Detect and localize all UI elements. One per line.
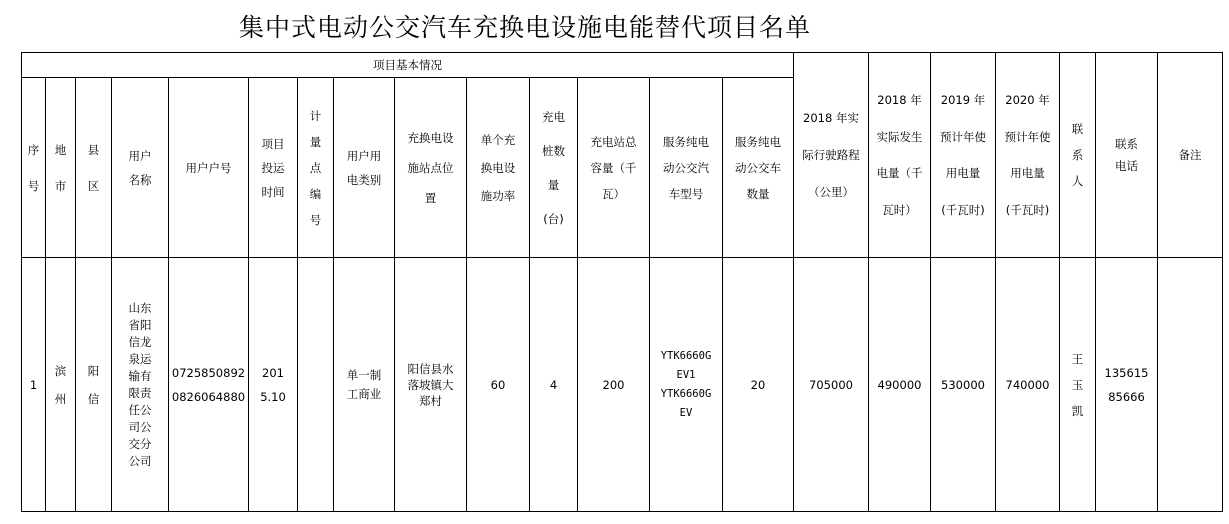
header-seq: 序号	[22, 78, 46, 258]
account-no-1: 0725850892	[171, 365, 246, 380]
header-remarks: 备注	[1158, 53, 1223, 258]
header-contact: 联系人	[1060, 53, 1096, 258]
cell-station-location: 阳信县水落坡镇大郑村	[395, 258, 467, 512]
cell-user-category: 单一制工商业	[334, 258, 395, 512]
header-unit-power: 单个充换电设施功率	[467, 78, 530, 258]
cell-contact: 王玉凯	[1060, 258, 1096, 512]
header-metering-no: 计量点编号	[298, 78, 334, 258]
header-account-no: 用户户号	[169, 78, 249, 258]
cell-metering-no	[298, 258, 334, 512]
header-commission-time: 项目投运时间	[249, 78, 298, 258]
header-user-name: 用户名称	[112, 78, 169, 258]
header-est-2019: 2019 年预计年使用电量(千瓦时)	[931, 53, 996, 258]
cell-unit-power: 60	[467, 258, 530, 512]
header-gen-2018: 2018 年实际发生电量（千瓦时）	[869, 53, 931, 258]
header-county: 县区	[76, 78, 112, 258]
header-bus-model: 服务纯电动公交汽车型号	[650, 78, 723, 258]
document-title: 集中式电动公交汽车充换电设施电能替代项目名单	[238, 13, 811, 42]
bus-model-1: YTK6660GEV1	[660, 349, 712, 381]
project-table	[21, 52, 1223, 512]
cell-bus-model	[650, 258, 723, 512]
cell-est-2019: 530000	[931, 258, 996, 512]
cell-phone: 13561585666	[1096, 258, 1158, 512]
header-est-2020: 2020 年预计年使用电量(千瓦时)	[996, 53, 1060, 258]
bus-model-2: YTK6660GEV	[660, 387, 712, 419]
cell-account-no	[169, 258, 249, 512]
header-user-category: 用户用电类别	[334, 78, 395, 258]
cell-bus-count: 20	[723, 258, 794, 512]
header-bus-count: 服务纯电动公交车数量	[723, 78, 794, 258]
cell-user-name: 山东省阳信龙泉运输有限责任公司公交分公司	[112, 258, 169, 512]
header-station-capacity: 充电站总容量（千瓦）	[578, 78, 650, 258]
cell-est-2020: 740000	[996, 258, 1060, 512]
header-city: 地市	[46, 78, 76, 258]
header-station-location: 充换电设施站点位置	[395, 78, 467, 258]
cell-city: 滨州	[46, 258, 76, 512]
header-pile-count: 充电桩数量(台)	[530, 78, 578, 258]
account-no-2: 0826064880	[171, 389, 246, 404]
header-phone: 联系电话	[1096, 53, 1158, 258]
cell-county: 阳信	[76, 258, 112, 512]
cell-mileage-2018: 705000	[794, 258, 869, 512]
cell-station-capacity: 200	[578, 258, 650, 512]
group-header: 项目基本情况	[22, 53, 794, 78]
cell-seq: 1	[22, 258, 46, 512]
header-mileage-2018: 2018 年实际行驶路程（公里）	[794, 53, 869, 258]
cell-remarks	[1158, 258, 1223, 512]
cell-gen-2018: 490000	[869, 258, 931, 512]
cell-pile-count: 4	[530, 258, 578, 512]
cell-commission-time: 2015.10	[249, 258, 298, 512]
table-row	[22, 258, 1223, 512]
